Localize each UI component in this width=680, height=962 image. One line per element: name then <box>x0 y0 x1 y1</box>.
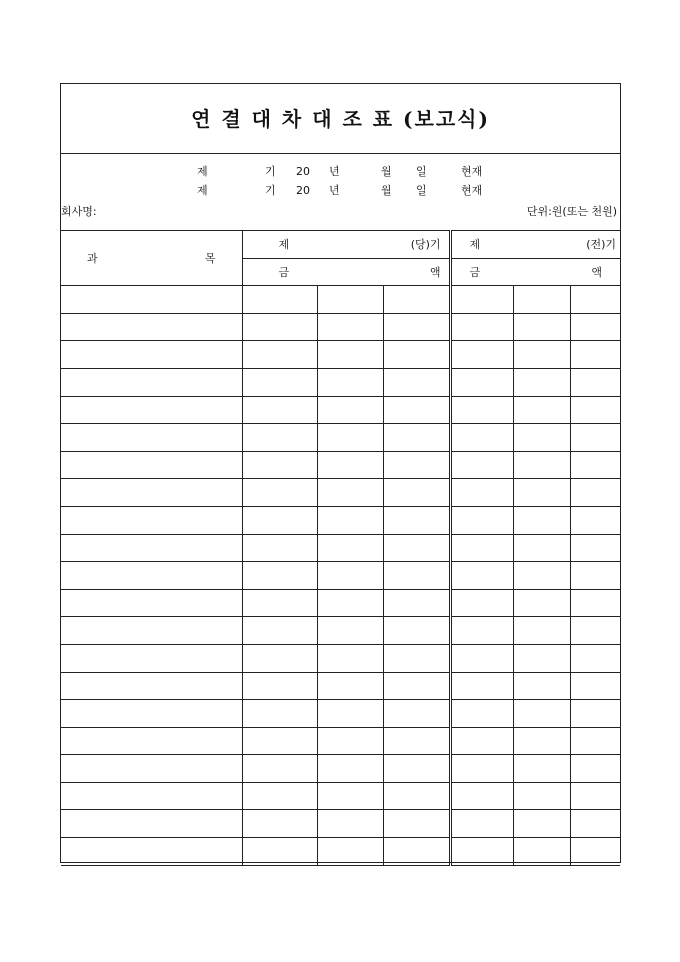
amount-cell[interactable] <box>570 341 620 369</box>
amount-cell[interactable] <box>450 479 513 507</box>
unit-label: 단위:원(또는 천원) <box>526 205 617 218</box>
table-row <box>61 506 620 534</box>
amount-cell[interactable] <box>570 396 620 424</box>
amount-cell[interactable] <box>383 727 450 755</box>
amount-cell[interactable] <box>450 424 513 452</box>
amount-cell[interactable] <box>513 810 570 838</box>
amount-cell[interactable] <box>570 451 620 479</box>
amount-cell[interactable] <box>242 589 317 617</box>
amount-cell[interactable] <box>513 838 570 866</box>
amount-cell[interactable] <box>570 589 620 617</box>
amount-cell[interactable] <box>317 727 383 755</box>
table-row <box>61 396 620 424</box>
amount-cell[interactable] <box>383 396 450 424</box>
amount-cell[interactable] <box>383 810 450 838</box>
amount-cell[interactable] <box>317 313 383 341</box>
previous-amount-left: 금 <box>469 265 481 279</box>
amount-cell[interactable] <box>570 286 620 314</box>
account-cell[interactable] <box>61 838 242 866</box>
date-je: 제 <box>197 165 208 178</box>
amount-cell[interactable] <box>242 286 317 314</box>
date-il: 일 <box>416 184 427 197</box>
account-header <box>61 231 242 286</box>
amount-cell[interactable] <box>450 506 513 534</box>
amount-cell[interactable] <box>513 396 570 424</box>
previous-period-header <box>450 231 620 259</box>
table-row <box>61 368 620 396</box>
table-row <box>61 479 620 507</box>
account-cell[interactable] <box>61 424 242 452</box>
amount-cell[interactable] <box>383 617 450 645</box>
amount-cell[interactable] <box>450 451 513 479</box>
current-period-label: (당)기 <box>410 238 441 252</box>
amount-cell[interactable] <box>513 617 570 645</box>
amount-cell[interactable] <box>242 506 317 534</box>
amount-cell[interactable] <box>383 368 450 396</box>
amount-cell[interactable] <box>450 617 513 645</box>
amount-cell[interactable] <box>570 672 620 700</box>
table-row <box>61 672 620 700</box>
amount-cell[interactable] <box>570 700 620 728</box>
amount-cell[interactable] <box>317 396 383 424</box>
amount-cell[interactable] <box>242 810 317 838</box>
amount-cell[interactable] <box>513 451 570 479</box>
previous-amount-right: 액 <box>591 265 603 279</box>
amount-cell[interactable] <box>513 341 570 369</box>
amount-cell[interactable] <box>570 617 620 645</box>
company-name-label: 회사명: <box>61 205 97 218</box>
date-nyeon: 년 <box>329 184 340 197</box>
amount-cell[interactable] <box>242 313 317 341</box>
amount-cell[interactable] <box>317 589 383 617</box>
amount-cell[interactable] <box>450 396 513 424</box>
amount-cell[interactable] <box>450 838 513 866</box>
amount-cell[interactable] <box>383 506 450 534</box>
amount-cell[interactable] <box>450 644 513 672</box>
date-je: 제 <box>197 184 208 197</box>
account-cell[interactable] <box>61 755 242 783</box>
amount-cell[interactable] <box>570 810 620 838</box>
amount-cell[interactable] <box>570 644 620 672</box>
amount-cell[interactable] <box>242 534 317 562</box>
amount-cell[interactable] <box>383 341 450 369</box>
amount-cell[interactable] <box>242 700 317 728</box>
table-row <box>61 838 620 866</box>
amount-cell[interactable] <box>383 424 450 452</box>
amount-cell[interactable] <box>570 755 620 783</box>
amount-cell[interactable] <box>513 479 570 507</box>
account-cell[interactable] <box>61 534 242 562</box>
amount-cell[interactable] <box>383 479 450 507</box>
amount-cell[interactable] <box>383 589 450 617</box>
amount-cell[interactable] <box>450 700 513 728</box>
header-row-period <box>61 231 620 259</box>
date-gi: 기 <box>265 184 276 197</box>
amount-cell[interactable] <box>383 755 450 783</box>
amount-cell[interactable] <box>383 313 450 341</box>
account-cell[interactable] <box>61 562 242 590</box>
account-cell[interactable] <box>61 589 242 617</box>
amount-cell[interactable] <box>450 534 513 562</box>
current-amount-right: 액 <box>429 265 441 279</box>
amount-cell[interactable] <box>513 286 570 314</box>
amount-cell[interactable] <box>513 506 570 534</box>
date-gi: 기 <box>265 165 276 178</box>
statement-title: 연 결 대 차 대 조 표 (보고식) <box>191 107 490 131</box>
table-row <box>61 727 620 755</box>
table-row <box>61 810 620 838</box>
amount-cell[interactable] <box>242 396 317 424</box>
amount-cell[interactable] <box>317 755 383 783</box>
table-row <box>61 782 620 810</box>
amount-cell[interactable] <box>513 424 570 452</box>
amount-cell[interactable] <box>317 424 383 452</box>
account-cell[interactable] <box>61 479 242 507</box>
amount-cell[interactable] <box>513 589 570 617</box>
amount-cell[interactable] <box>317 479 383 507</box>
account-cell[interactable] <box>61 286 242 314</box>
amount-cell[interactable] <box>570 562 620 590</box>
date-year: 20 <box>296 184 310 197</box>
amount-cell[interactable] <box>383 562 450 590</box>
amount-cell[interactable] <box>383 782 450 810</box>
amount-cell[interactable] <box>570 368 620 396</box>
amount-cell[interactable] <box>450 313 513 341</box>
table-row <box>61 286 620 314</box>
previous-je: 제 <box>469 238 481 252</box>
previous-period-label: (전)기 <box>586 238 617 252</box>
title-divider <box>61 153 620 154</box>
current-amount-left: 금 <box>278 265 290 279</box>
amount-cell[interactable] <box>317 451 383 479</box>
amount-cell[interactable] <box>242 782 317 810</box>
amount-cell[interactable] <box>450 810 513 838</box>
amount-cell[interactable] <box>317 810 383 838</box>
amount-cell[interactable] <box>242 424 317 452</box>
amount-cell[interactable] <box>570 838 620 866</box>
amount-cell[interactable] <box>383 644 450 672</box>
table-row <box>61 617 620 645</box>
account-cell[interactable] <box>61 506 242 534</box>
amount-cell[interactable] <box>570 782 620 810</box>
account-cell[interactable] <box>61 672 242 700</box>
amount-cell[interactable] <box>513 368 570 396</box>
account-cell[interactable] <box>61 782 242 810</box>
table-row <box>61 451 620 479</box>
account-cell[interactable] <box>61 810 242 838</box>
amount-cell[interactable] <box>513 755 570 783</box>
current-je: 제 <box>278 238 290 252</box>
table-row <box>61 562 620 590</box>
account-cell[interactable] <box>61 341 242 369</box>
current-period-header <box>242 231 450 259</box>
date-wol: 월 <box>381 184 392 197</box>
date-il: 일 <box>416 165 427 178</box>
date-nyeon: 년 <box>329 165 340 178</box>
amount-cell[interactable] <box>513 727 570 755</box>
current-amount-header <box>242 258 450 286</box>
amount-cell[interactable] <box>570 424 620 452</box>
amount-cell[interactable] <box>242 562 317 590</box>
amount-cell[interactable] <box>383 286 450 314</box>
amount-cell[interactable] <box>383 838 450 866</box>
date-year: 20 <box>296 165 310 178</box>
amount-cell[interactable] <box>317 700 383 728</box>
amount-cell[interactable] <box>317 562 383 590</box>
account-cell[interactable] <box>61 700 242 728</box>
amount-cell[interactable] <box>513 534 570 562</box>
account-cell[interactable] <box>61 451 242 479</box>
amount-cell[interactable] <box>450 727 513 755</box>
amount-cell[interactable] <box>513 562 570 590</box>
amount-cell[interactable] <box>317 368 383 396</box>
date-hyeonjae: 현재 <box>461 165 483 178</box>
amount-cell[interactable] <box>242 672 317 700</box>
amount-cell[interactable] <box>383 700 450 728</box>
amount-cell[interactable] <box>242 755 317 783</box>
previous-amount-header <box>450 258 620 286</box>
amount-cell[interactable] <box>513 700 570 728</box>
account-cell[interactable] <box>61 313 242 341</box>
account-cell[interactable] <box>61 368 242 396</box>
account-cell[interactable] <box>61 617 242 645</box>
amount-cell[interactable] <box>570 534 620 562</box>
amount-cell[interactable] <box>242 644 317 672</box>
table-row <box>61 644 620 672</box>
account-cell[interactable] <box>61 396 242 424</box>
amount-cell[interactable] <box>242 341 317 369</box>
account-cell[interactable] <box>61 644 242 672</box>
amount-cell[interactable] <box>317 617 383 645</box>
amount-cell[interactable] <box>242 727 317 755</box>
amount-cell[interactable] <box>317 506 383 534</box>
amount-cell[interactable] <box>242 479 317 507</box>
amount-cell[interactable] <box>383 534 450 562</box>
amount-cell[interactable] <box>317 672 383 700</box>
amount-cell[interactable] <box>450 755 513 783</box>
amount-cell[interactable] <box>513 672 570 700</box>
amount-cell[interactable] <box>317 286 383 314</box>
amount-cell[interactable] <box>450 562 513 590</box>
table-row <box>61 341 620 369</box>
table-row <box>61 534 620 562</box>
amount-cell[interactable] <box>242 617 317 645</box>
amount-cell[interactable] <box>570 479 620 507</box>
amount-cell[interactable] <box>513 313 570 341</box>
amount-cell[interactable] <box>317 341 383 369</box>
amount-cell[interactable] <box>450 368 513 396</box>
date-hyeonjae: 현재 <box>461 184 483 197</box>
amount-cell[interactable] <box>242 451 317 479</box>
amount-cell[interactable] <box>317 782 383 810</box>
table-row <box>61 313 620 341</box>
table-row <box>61 424 620 452</box>
amount-cell[interactable] <box>242 368 317 396</box>
amount-cell[interactable] <box>570 727 620 755</box>
account-header-right: 목 <box>204 252 216 266</box>
account-cell[interactable] <box>61 727 242 755</box>
amount-cell[interactable] <box>450 589 513 617</box>
amount-cell[interactable] <box>450 782 513 810</box>
account-header-left: 과 <box>87 252 98 266</box>
amount-cell[interactable] <box>450 286 513 314</box>
amount-cell[interactable] <box>317 644 383 672</box>
table-row <box>61 755 620 783</box>
table-row <box>61 700 620 728</box>
amount-cell[interactable] <box>450 672 513 700</box>
amount-cell[interactable] <box>383 451 450 479</box>
date-wol: 월 <box>381 165 392 178</box>
amount-cell[interactable] <box>513 644 570 672</box>
amount-cell[interactable] <box>450 341 513 369</box>
table-row <box>61 589 620 617</box>
amount-cell[interactable] <box>513 782 570 810</box>
ledger-table <box>61 230 620 866</box>
amount-cell[interactable] <box>317 838 383 866</box>
amount-cell[interactable] <box>570 506 620 534</box>
amount-cell[interactable] <box>570 313 620 341</box>
amount-cell[interactable] <box>383 672 450 700</box>
financial-statement-form <box>60 83 621 863</box>
amount-cell[interactable] <box>242 838 317 866</box>
amount-cell[interactable] <box>317 534 383 562</box>
